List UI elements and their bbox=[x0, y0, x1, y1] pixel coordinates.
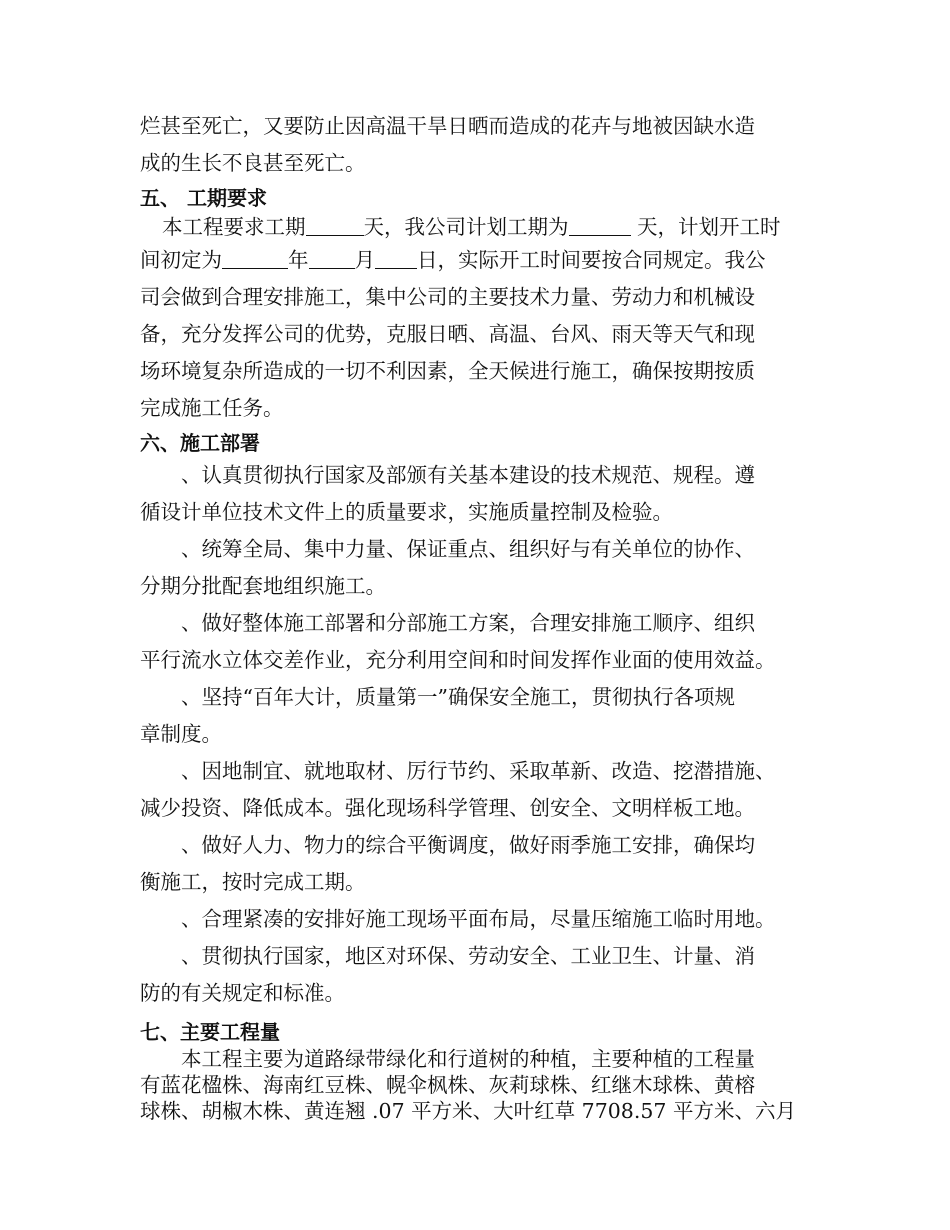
list-item bbox=[140, 605, 830, 679]
fill-in-blank bbox=[309, 248, 355, 269]
text-run: 年 bbox=[288, 248, 309, 272]
paragraph-line: 有蓝花楹株、海南红豆株、幌伞枫株、灰莉球株、红继木球株、黄榕 bbox=[140, 1073, 755, 1097]
fill-in-blank bbox=[375, 248, 417, 269]
section5 bbox=[140, 184, 830, 427]
text-run: 天，计划开工时 bbox=[630, 215, 781, 239]
section7 bbox=[140, 1018, 830, 1124]
paragraph-line: 场环境复杂所造成的一切不利因素，全天候进行施工，确保按期按质 bbox=[140, 359, 755, 383]
list-item-first-line: 、合理紧凑的安排好施工现场平面布局，尽量压缩施工临时用地。 bbox=[181, 907, 776, 931]
document-page bbox=[140, 108, 830, 1124]
paragraph-line: 备，充分发挥公司的优势，克服日晒、高温、台风、雨天等天气和现 bbox=[140, 322, 755, 346]
text-run: 本工程要求工期 bbox=[162, 215, 306, 239]
list-item-continuation: 防的有关规定和标准。 bbox=[140, 981, 345, 1005]
paragraph-line: 成的生长不良甚至死亡。 bbox=[140, 151, 366, 175]
section-heading: 五、 工期要求 bbox=[140, 186, 267, 210]
list-item bbox=[140, 938, 830, 1012]
paragraph-line: 本工程主要为道路绿带绿化和行道树的种植，主要种植的工程量 bbox=[181, 1047, 755, 1071]
list-item bbox=[140, 901, 830, 938]
section4-tail bbox=[140, 108, 830, 182]
list-item-continuation: 章制度。 bbox=[140, 722, 222, 746]
list-item-continuation: 分期分批配套地组织施工。 bbox=[140, 574, 386, 598]
paragraph-line: 完成施工任务。 bbox=[140, 396, 284, 420]
section6 bbox=[140, 429, 830, 1012]
list-item bbox=[140, 753, 830, 827]
list-item bbox=[140, 827, 830, 901]
fill-in-blank bbox=[569, 215, 631, 236]
paragraph-line bbox=[140, 242, 830, 279]
text-run: 天，我公司计划工期为 bbox=[363, 215, 569, 239]
list-item-first-line: 、做好整体施工部署和分部施工方案，合理安排施工顺序、组织 bbox=[181, 611, 755, 635]
text-run: 间初定为 bbox=[140, 248, 222, 272]
paragraph-line: 烂甚至死亡，又要防止因高温干旱日晒而造成的花卉与地被因缺水造 bbox=[140, 114, 755, 138]
list-item-continuation: 循设计单位技术文件上的质量要求，实施质量控制及检验。 bbox=[140, 500, 673, 524]
list-item-continuation: 衡施工，按时完成工期。 bbox=[140, 870, 366, 894]
list-item-first-line: 、做好人力、物力的综合平衡调度，做好雨季施工安排，确保均 bbox=[181, 833, 755, 857]
list-item-first-line: 、贯彻执行国家，地区对环保、劳动安全、工业卫生、计量、消 bbox=[181, 944, 755, 968]
list-item-continuation: 平行流水立体交差作业，充分利用空间和时间发挥作业面的使用效益。 bbox=[140, 648, 776, 672]
section-heading: 七、主要工程量 bbox=[140, 1020, 280, 1044]
list-item-first-line: 、统筹全局、集中力量、保证重点、组织好与有关单位的协作、 bbox=[181, 537, 755, 561]
text-run: 日，实际开工时间要按合同规定。我公 bbox=[417, 248, 766, 272]
paragraph-line: 司会做到合理安排施工，集中公司的主要技术力量、劳动力和机械设 bbox=[140, 285, 755, 309]
list-item bbox=[140, 679, 830, 753]
list-item-first-line: 、坚持“百年大计，质量第一”确保安全施工，贯彻执行各项规 bbox=[181, 685, 735, 709]
list-item-first-line: 、认真贯彻执行国家及部颁有关基本建设的技术规范、规程。遵 bbox=[181, 463, 755, 487]
list-item-first-line: 、因地制宜、就地取材、厉行节约、采取革新、改造、挖潜措施、 bbox=[181, 759, 776, 783]
list-item bbox=[140, 531, 830, 605]
list-item bbox=[140, 457, 830, 531]
paragraph-line bbox=[140, 212, 830, 242]
fill-in-blank bbox=[222, 248, 288, 269]
text-run: 月 bbox=[354, 248, 375, 272]
list-item-continuation: 减少投资、降低成本。强化现场科学管理、创安全、文明样板工地。 bbox=[140, 796, 755, 820]
paragraph-line: 球株、胡椒木株、黄连翘 .07 平方米、大叶红草 7708.57 平方米、六月 bbox=[140, 1099, 796, 1123]
fill-in-blank bbox=[306, 215, 364, 236]
section-heading: 六、施工部署 bbox=[140, 431, 260, 455]
